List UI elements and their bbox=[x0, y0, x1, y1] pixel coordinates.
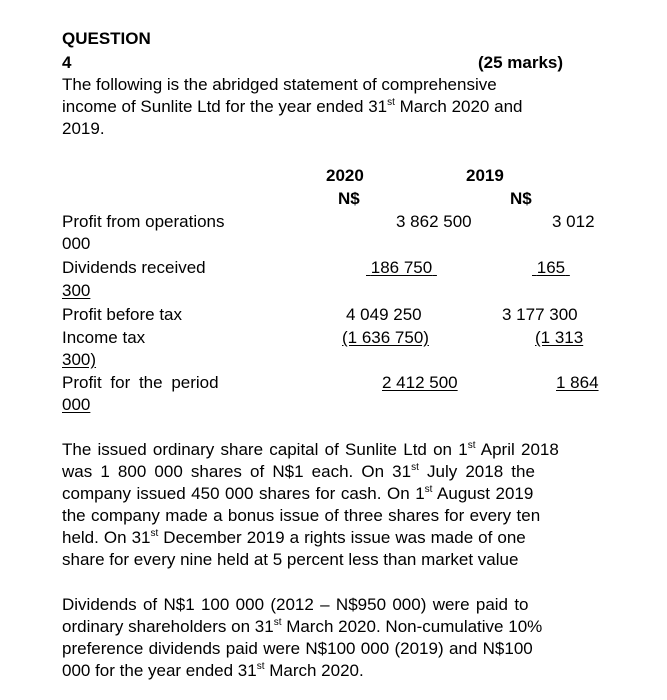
table-cell-2020: 3 862 500 bbox=[396, 212, 472, 231]
table-cell-2020: 186 750 bbox=[370, 258, 433, 277]
table-row-label: Profit for the period bbox=[62, 373, 219, 392]
table-cell-wrap: 300) bbox=[62, 350, 97, 369]
intro-line-1: The following is the abridged statement of comprehensive bbox=[62, 75, 497, 94]
question-number: 4 bbox=[62, 53, 72, 72]
table-cell-wrap: 300 bbox=[62, 281, 91, 300]
paragraph-1-line-1: The issued ordinary share capital of Sunlite Ltd on 1st April 2018 bbox=[62, 440, 559, 459]
table-cell-2020: 2 412 500 bbox=[382, 373, 458, 392]
intro-line-3: 2019. bbox=[62, 119, 105, 138]
table-cell-wrap: 000 bbox=[62, 395, 91, 414]
currency-header-2019: N$ bbox=[510, 189, 532, 208]
paragraph-2-line-2: ordinary shareholders on 31st March 2020. Non-cumulative 10% bbox=[62, 617, 543, 636]
table-row-label: Profit before tax bbox=[62, 305, 183, 324]
paragraph-1-line-3: company issued 450 000 shares for cash. On 1st August 2019 bbox=[62, 484, 534, 503]
table-cell-2019: (1 313 bbox=[535, 328, 584, 347]
question-label: QUESTION bbox=[62, 29, 151, 48]
paragraph-1-line-4: the company made a bonus issue of three shares for every ten bbox=[62, 506, 541, 525]
paragraph-2-line-4: 000 for the year ended 31st March 2020. bbox=[62, 661, 364, 680]
table-cell-2020: (1 636 750) bbox=[342, 328, 429, 347]
table-cell-wrap: 000 bbox=[62, 234, 91, 253]
paragraph-1-line-5: held. On 31st December 2019 a rights issue was made of one bbox=[62, 528, 526, 547]
column-header-2019: 2019 bbox=[466, 166, 504, 185]
table-cell-2019: 1 864 bbox=[556, 373, 599, 392]
table-row-label: Income tax bbox=[62, 328, 146, 347]
paragraph-2-line-1: Dividends of N$1 100 000 (2012 – N$950 000) were paid to bbox=[62, 595, 529, 614]
intro-line-2: income of Sunlite Ltd for the year ended 31st March 2020 and bbox=[62, 97, 523, 116]
table-cell-2019: 165 bbox=[536, 258, 566, 277]
paragraph-1-line-2: was 1 800 000 shares of N$1 each. On 31st July 2018 the bbox=[62, 462, 535, 481]
table-row-label: Profit from operations bbox=[62, 212, 225, 231]
paragraph-2-line-3: preference dividends paid were N$100 000 (2019) and N$100 bbox=[62, 639, 533, 658]
marks-label: (25 marks) bbox=[478, 53, 564, 72]
table-cell-2020: 4 049 250 bbox=[346, 305, 422, 324]
column-header-2020: 2020 bbox=[326, 166, 364, 185]
table-cell-2019: 3 012 bbox=[552, 212, 595, 231]
currency-header-2020: N$ bbox=[338, 189, 360, 208]
table-row-label: Dividends received bbox=[62, 258, 206, 277]
table-cell-2019: 3 177 300 bbox=[502, 305, 578, 324]
paragraph-1-line-6: share for every nine held at 5 percent less than market value bbox=[62, 550, 519, 569]
